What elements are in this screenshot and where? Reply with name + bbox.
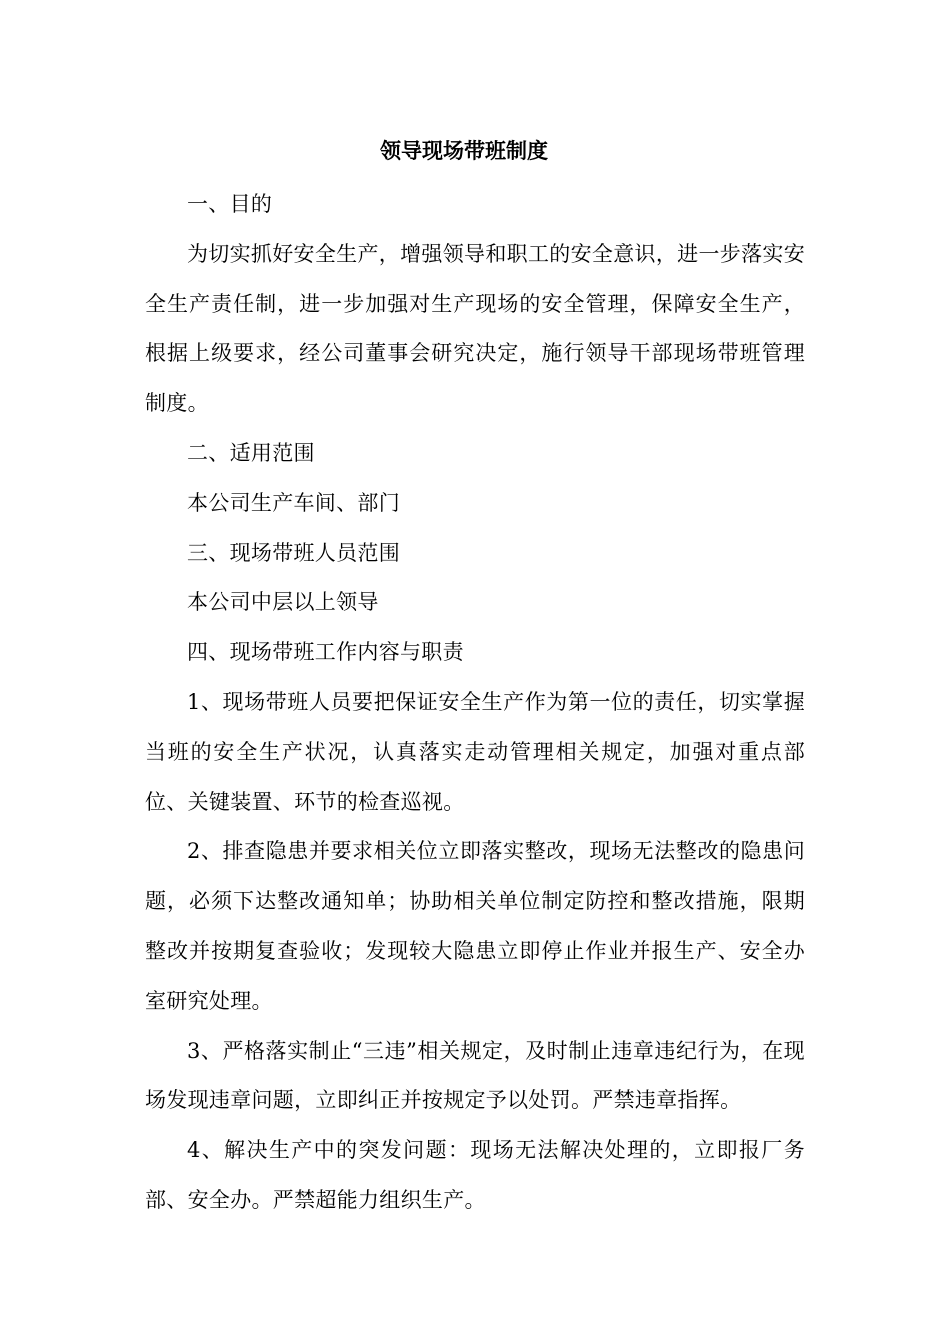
section-heading-personnel: 三、现场带班人员范围: [187, 540, 400, 565]
section-heading-scope: 二、适用范围: [187, 440, 315, 465]
duty-item-2: 2、排查隐患并要求相关位立即落实整改，现场无法整改的隐患问题，必须下达整改通知单；协助相关单位制定防控和整改措施，限期整改并按期复查验收；发现较大隐患立即停止作业并报生产、安全办室研究处理。: [145, 839, 805, 1013]
paragraph-scope: 本公司生产车间、部门: [187, 490, 400, 515]
duty-item-1: 1、现场带班人员要把保证安全生产作为第一位的责任，切实掌握当班的安全生产状况，认真落实走动管理相关规定，加强对重点部位、关键装置、环节的检查巡视。: [145, 689, 805, 814]
paragraph-purpose: 为切实抓好安全生产，增强领导和职工的安全意识，进一步落实安全生产责任制，进一步加强对生产现场的安全管理，保障安全生产，根据上级要求，经公司董事会研究决定，施行领导干部现场带班管理制度。: [145, 241, 805, 416]
duty-item-4: 4、解决生产中的突发问题：现场无法解决处理的，立即报厂务部、安全办。严禁超能力组织生产。: [145, 1138, 805, 1212]
paragraph-personnel: 本公司中层以上领导: [187, 590, 379, 615]
document-body: [145, 180, 805, 1226]
duty-item-3: 3、严格落实制止“三违”相关规定，及时制止违章违纪行为，在现场发现违章问题，立即纠正并按规定予以处罚。严禁违章指挥。: [145, 1038, 805, 1113]
section-heading-purpose: 一、目的: [187, 192, 273, 216]
section-heading-duties: 四、现场带班工作内容与职责: [187, 640, 464, 665]
document-title: 领导现场带班制度: [380, 138, 548, 163]
